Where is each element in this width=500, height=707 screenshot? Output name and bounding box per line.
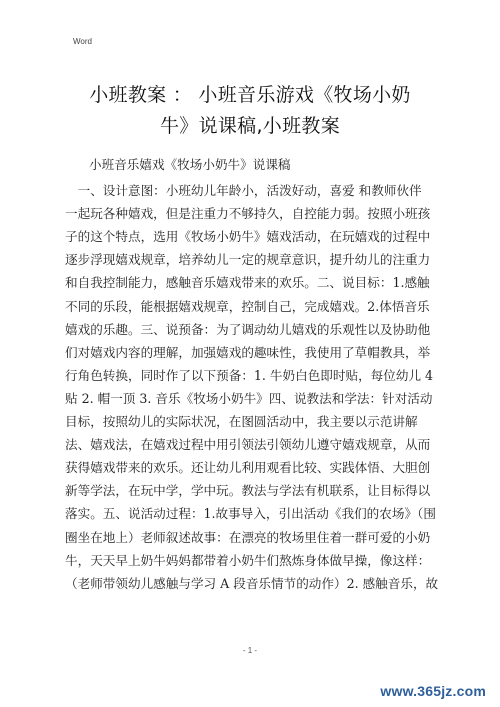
body-line: 不同的乐段，能根据嬉戏规章，控制自己，完成嬉戏。2.体悟音乐	[65, 298, 430, 314]
site-watermark: www.365jz.com	[380, 683, 486, 699]
body-line: 新等学法，在玩中学，学中玩。教法与学法有机联系，让目标得以	[65, 483, 431, 499]
document-body	[65, 153, 439, 595]
body-line: 一起玩各种嬉戏，但是注重力不够持久，自控能力弱。按照小班孩	[65, 206, 431, 222]
body-line: 法、嬉戏法，在嬉戏过程中用引领法引领幼儿遵守嬉戏规章，从而	[65, 437, 431, 453]
body-line: 和自我控制能力，感触音乐嬉戏带来的欢乐。二、说目标：1.感触	[65, 275, 430, 291]
document-title	[60, 80, 440, 142]
body-line: 一、设计意图：小班幼儿年龄小，活泼好动，喜爱 和教师伙伴	[65, 183, 422, 199]
body-line: 落实。五、说活动过程：1.故事导入，引出活动《我们的农场》（围	[65, 506, 436, 522]
body-line: 牛，天天早上奶牛妈妈都带着小奶牛们熬炼身体做早操，像这样：	[65, 552, 431, 568]
body-line: （老师带领幼儿感触与学习 A 段音乐情节的动作）2. 感触音乐，故	[65, 575, 439, 591]
body-line: 子的这个特点，选用《牧场小奶牛》嬉戏活动，在玩嬉戏的过程中	[65, 229, 431, 245]
body-line: 逐步浮现嬉戏规章，培养幼儿一定的规章意识，提升幼儿的注重力	[65, 252, 431, 268]
title-line-2: 牛》说课稿,小班教案	[159, 115, 341, 137]
body-line: 圈坐在地上）老师叙述故事：在漂亮的牧场里住着一群可爱的小奶	[65, 529, 431, 545]
title-line-1: 小班教案 ： 小班音乐游戏《牧场小奶	[89, 84, 411, 106]
page-number: - 1 -	[242, 646, 258, 655]
body-line: 嬉戏的乐趣。三、说预备：为了调动幼儿嬉戏的乐观性以及协助他	[65, 321, 431, 337]
body-line: 获得嬉戏带来的欢乐。还让幼儿利用观看比较、实践体悟、大胆创	[65, 460, 431, 476]
body-line: 贴 2. 帽一顶 3. 音乐《牧场小奶牛》四、说教法和学法：针对活动	[65, 390, 433, 406]
header-app-label: Word	[73, 37, 92, 46]
body-lines	[65, 179, 439, 595]
body-line: 们对嬉戏内容的理解，加强嬉戏的趣味性，我使用了草帽教具，举	[65, 344, 431, 360]
body-line: 目标，按照幼儿的实际状况，在图圆活动中，我主要以示范讲解	[65, 414, 418, 430]
body-line: 行角色转换，同时作了以下预备：1. 牛奶白色即时贴，每位幼儿 4	[65, 367, 434, 383]
document-subtitle: 小班音乐嬉戏《牧场小奶牛》说课稿	[89, 157, 291, 172]
